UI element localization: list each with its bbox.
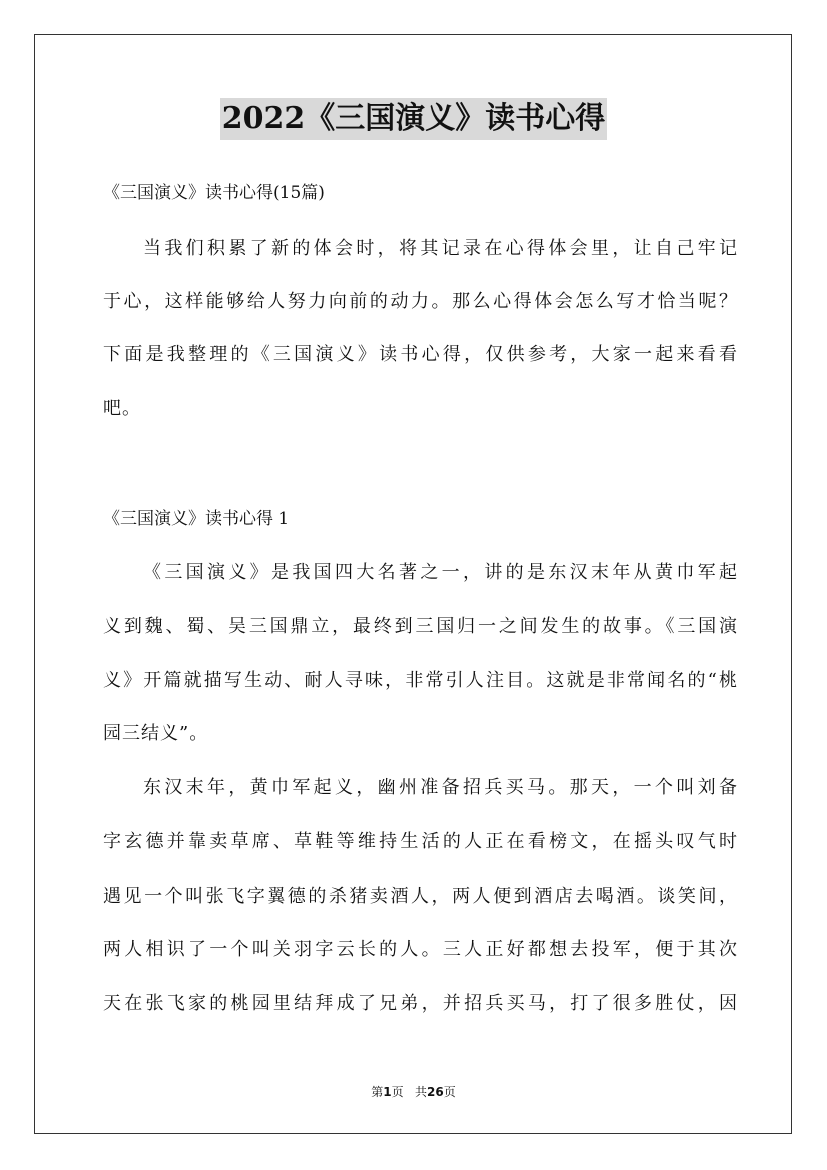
section-heading: 《三国演义》读书心得 1: [103, 509, 290, 529]
para1-line-3: 义》开篇就描写生动、耐人寻味，非常引人注目。这就是非常闻名的“桃: [103, 670, 738, 691]
footer-page-number: 1: [383, 1085, 392, 1099]
title-wrap: [0, 98, 827, 140]
document-title: 2022《三国演义》读书心得: [220, 98, 608, 140]
document-subtitle: 《三国演义》读书心得(15篇): [103, 183, 325, 203]
page-footer: [0, 1084, 827, 1100]
footer-page-mid: 页 共: [391, 1085, 428, 1099]
intro-line-3: 下面是我整理的《三国演义》读书心得，仅供参考，大家一起来看看: [103, 344, 738, 365]
para1-line-1: 《三国演义》是我国四大名著之一，讲的是东汉末年从黄巾军起: [143, 562, 738, 583]
para2-line-5: 天在张飞家的桃园里结拜成了兄弟，并招兵买马，打了很多胜仗，因: [103, 993, 738, 1014]
footer-page-suffix: 页: [443, 1085, 456, 1099]
intro-line-1: 当我们积累了新的体会时，将其记录在心得体会里，让自己牢记: [143, 238, 738, 259]
para2-line-3: 遇见一个叫张飞字翼德的杀猪卖酒人，两人便到酒店去喝酒。谈笑间，: [103, 886, 738, 907]
para1-line-4: 园三结义”。: [103, 723, 209, 744]
footer-page-prefix: 第: [371, 1085, 384, 1099]
para1-line-2: 义到魏、蜀、吴三国鼎立，最终到三国归一之间发生的故事。《三国演: [103, 616, 738, 637]
intro-line-4: 吧。: [103, 398, 141, 419]
footer-page-total: 26: [427, 1085, 444, 1099]
para2-line-2: 字玄德并靠卖草席、草鞋等维持生活的人正在看榜文，在摇头叹气时: [103, 831, 738, 852]
para2-line-1: 东汉末年，黄巾军起义，幽州准备招兵买马。那天，一个叫刘备: [143, 777, 738, 798]
para2-line-4: 两人相识了一个叫关羽字云长的人。三人正好都想去投军，便于其次: [103, 939, 738, 960]
intro-line-2: 于心，这样能够给人努力向前的动力。那么心得体会怎么写才恰当呢？: [103, 291, 738, 312]
